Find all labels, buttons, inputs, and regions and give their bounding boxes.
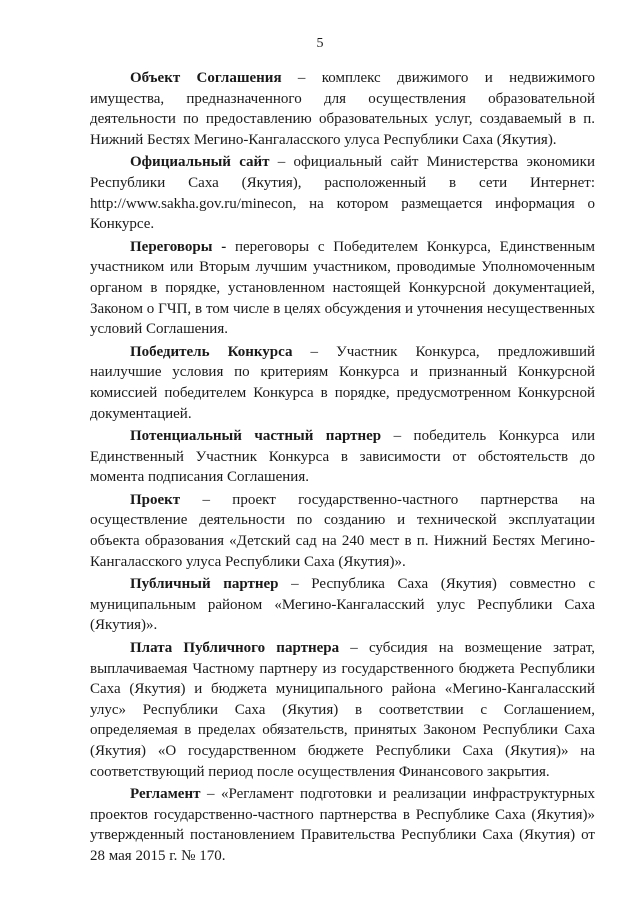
definition-paragraph [90, 490, 595, 572]
definition-text: – субсидия на возмещение затрат, выплачиваемая Частному партнеру из государственного бюджета Республики Саха (Якутия) и бюджета муниципального района «Мегино-Кангаласский улус» Республики Саха (Якутия) в соответствии с Соглашением, определяемая в пределах обязательств, принятых Законом Республики Саха (Якутия) «О государственном бюджете Республики Саха (Якутия)» на соответствующий период после осуществления Финансового закрытия. [90, 640, 595, 780]
definition-paragraph [90, 426, 595, 488]
definition-paragraph [90, 237, 595, 340]
definition-term: Объект Соглашения [130, 70, 282, 86]
definition-term: Плата Публичного партнера [130, 640, 340, 657]
definition-paragraph [90, 638, 595, 782]
definition-paragraph [90, 342, 595, 424]
definition-text: – Участник Конкурса, предложивший наилучшие условия по критериям Конкурса и признанный Конкурсной комиссией победителем Конкурса в порядке, предусмотренном Конкурсной документацией. [90, 343, 596, 422]
page-number: 5 [316, 36, 324, 51]
definition-paragraph [90, 574, 595, 636]
definition-text: – официальный сайт Министерства экономики Республики Саха (Якутия), расположенный в сети Интернет: http://www.sakha.gov.ru/minecon, на котором размещается информация о Конкурсе. [90, 154, 595, 233]
definition-paragraph [90, 784, 595, 866]
definition-text: – комплекс движимого и недвижимого имущества, предназначенного для осуществления образовательной деятельности по предоставлению образовательных услуг, создаваемый в п. Нижний Бестях Мегино-Кангаласского улуса Республики Саха (Якутия). [90, 70, 595, 148]
definition-text: – проект государственно-частного партнерства на осуществление деятельности по созданию и технической эксплуатации объекта образования «Детский сад на 240 мест в п. Нижний Бестях Мегино-Кангаласского улуса Республики Саха (Якутия)». [90, 491, 595, 570]
definition-text: – победитель Конкурса или Единственный Участник Конкурса в зависимости от обстоятельств до момента подписания Соглашения. [90, 428, 595, 486]
definition-text: – «Регламент подготовки и реализации инфраструктурных проектов государственно-частного партнерства в Республике Саха (Якутия)» утвержденный постановлением Правительства Республики Саха (Якутия) от 28 мая 2015 г. № 170. [90, 786, 595, 864]
definition-term: Победитель Конкурса [130, 343, 293, 360]
definition-term: Официальный сайт [130, 154, 270, 171]
definition-text: – Республика Саха (Якутия) совместно с муниципальным районом «Мегино-Кангаласский улус Республики Саха (Якутия)». [90, 576, 595, 634]
definition-text: переговоры с Победителем Конкурса, Единственным участником или Вторым лучшим участником, проводимые Уполномоченным органом в порядке, установленном настоящей Конкурсной документацией, Законом о ГЧП, в том числе в целях обсуждения и уточнения несущественных условий Соглашения. [90, 238, 595, 338]
definitions-list [90, 68, 595, 869]
definition-term: Публичный партнер [130, 576, 279, 593]
definition-term: Регламент [130, 786, 201, 803]
definition-paragraph [90, 152, 595, 234]
definition-term: Проект [130, 491, 181, 508]
definition-paragraph [90, 68, 595, 150]
definition-term: Переговоры - [130, 238, 227, 255]
definition-term: Потенциальный частный партнер [130, 428, 382, 445]
